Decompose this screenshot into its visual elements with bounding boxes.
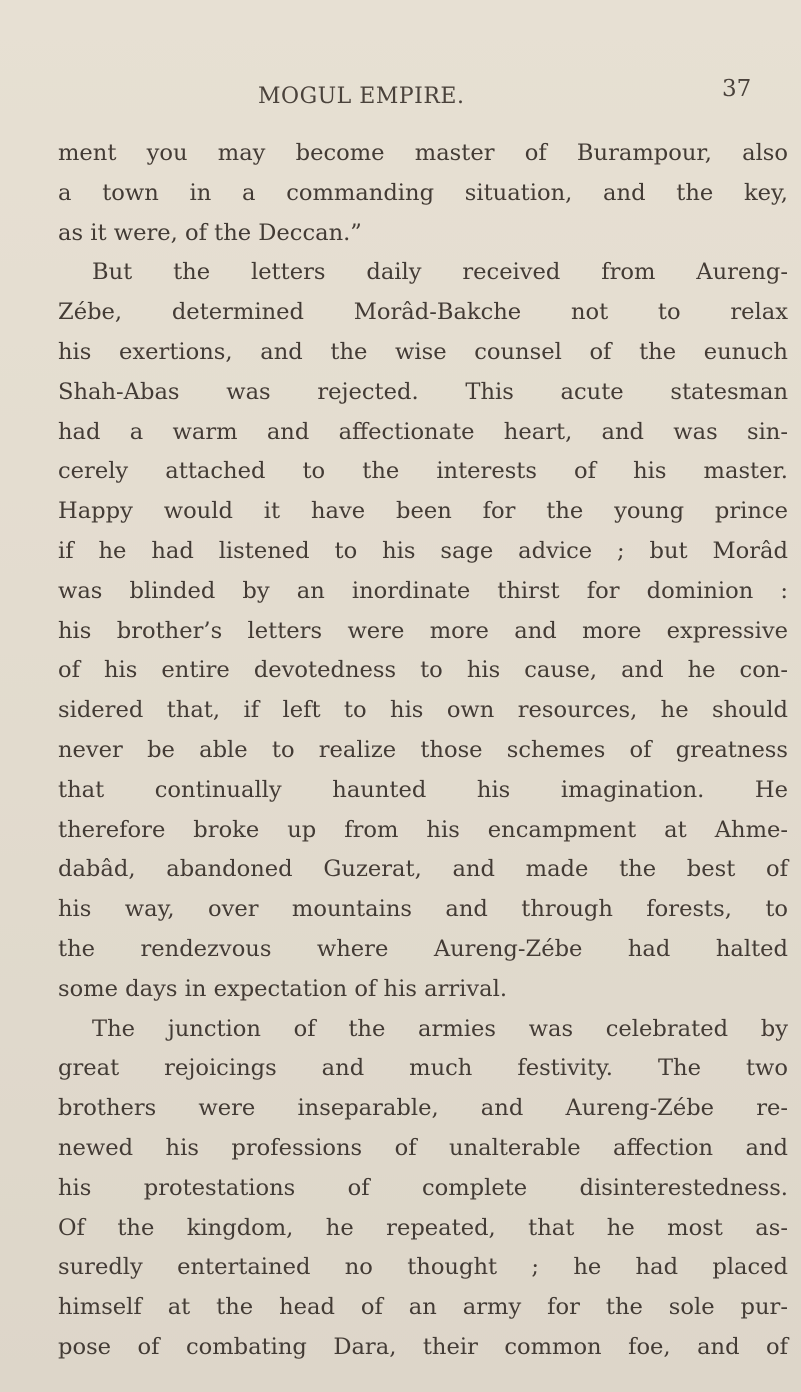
text-line: dabâd, abandoned Guzerat, and made the best of bbox=[58, 856, 788, 883]
text-line: had a warm and affectionate heart, and was sin- bbox=[58, 418, 788, 445]
text-line: ment you may become master of Burampour, also bbox=[58, 140, 788, 166]
text-line: his protestations of complete disinterestedness. bbox=[58, 1174, 788, 1201]
text-line: suredly entertained no thought ; he had placed bbox=[58, 1254, 788, 1281]
page-number: 37 bbox=[722, 76, 752, 102]
text-line: himself at the head of an army for the sole pur- bbox=[58, 1294, 788, 1321]
text-line: sidered that, if left to his own resources, he should bbox=[58, 697, 788, 724]
text-line: was blinded by an inordinate thirst for dominion : bbox=[58, 577, 788, 604]
text-line: a town in a commanding situation, and the key, bbox=[58, 179, 788, 206]
text-line: of his entire devotedness to his cause, and he con- bbox=[58, 657, 788, 684]
page-header bbox=[0, 76, 801, 118]
body-text bbox=[58, 134, 788, 1368]
text-line: that continually haunted his imagination. He bbox=[58, 776, 788, 803]
text-line: great rejoicings and much festivity. The two bbox=[58, 1055, 788, 1082]
text-line: But the letters daily received from Aureng- bbox=[92, 259, 788, 286]
text-line: cerely attached to the interests of his master. bbox=[58, 458, 788, 485]
text-line: The junction of the armies was celebrated by bbox=[92, 1015, 788, 1042]
text-line: Shah-Abas was rejected. This acute statesman bbox=[58, 378, 788, 405]
text-line: Of the kingdom, he repeated, that he most as- bbox=[58, 1214, 788, 1241]
text-line: the rendezvous where Aureng-Zébe had halted bbox=[58, 935, 788, 962]
running-head: MOGUL EMPIRE. bbox=[258, 84, 465, 109]
text-line: newed his professions of unalterable affection and bbox=[58, 1134, 788, 1161]
text-line: his brother’s letters were more and more expressive bbox=[58, 617, 788, 644]
text-line: his exertions, and the wise counsel of the eunuch bbox=[58, 338, 788, 365]
text-line: Happy would it have been for the young prince bbox=[58, 498, 788, 525]
text-line: some days in expectation of his arrival. bbox=[58, 975, 508, 1002]
text-line: never be able to realize those schemes of greatness bbox=[58, 736, 788, 763]
text-line: brothers were inseparable, and Aureng-Zébe re- bbox=[58, 1095, 788, 1122]
text-line: if he had listened to his sage advice ; but Morâd bbox=[58, 537, 788, 564]
text-line: his way, over mountains and through forests, to bbox=[58, 896, 788, 923]
text-line: Zébe, determined Morâd-Bakche not to relax bbox=[58, 299, 788, 326]
text-line: pose of combating Dara, their common foe, and of bbox=[58, 1333, 788, 1360]
text-line: therefore broke up from his encampment at Ahme- bbox=[58, 816, 788, 843]
text-line: as it were, of the Deccan.” bbox=[58, 219, 362, 246]
